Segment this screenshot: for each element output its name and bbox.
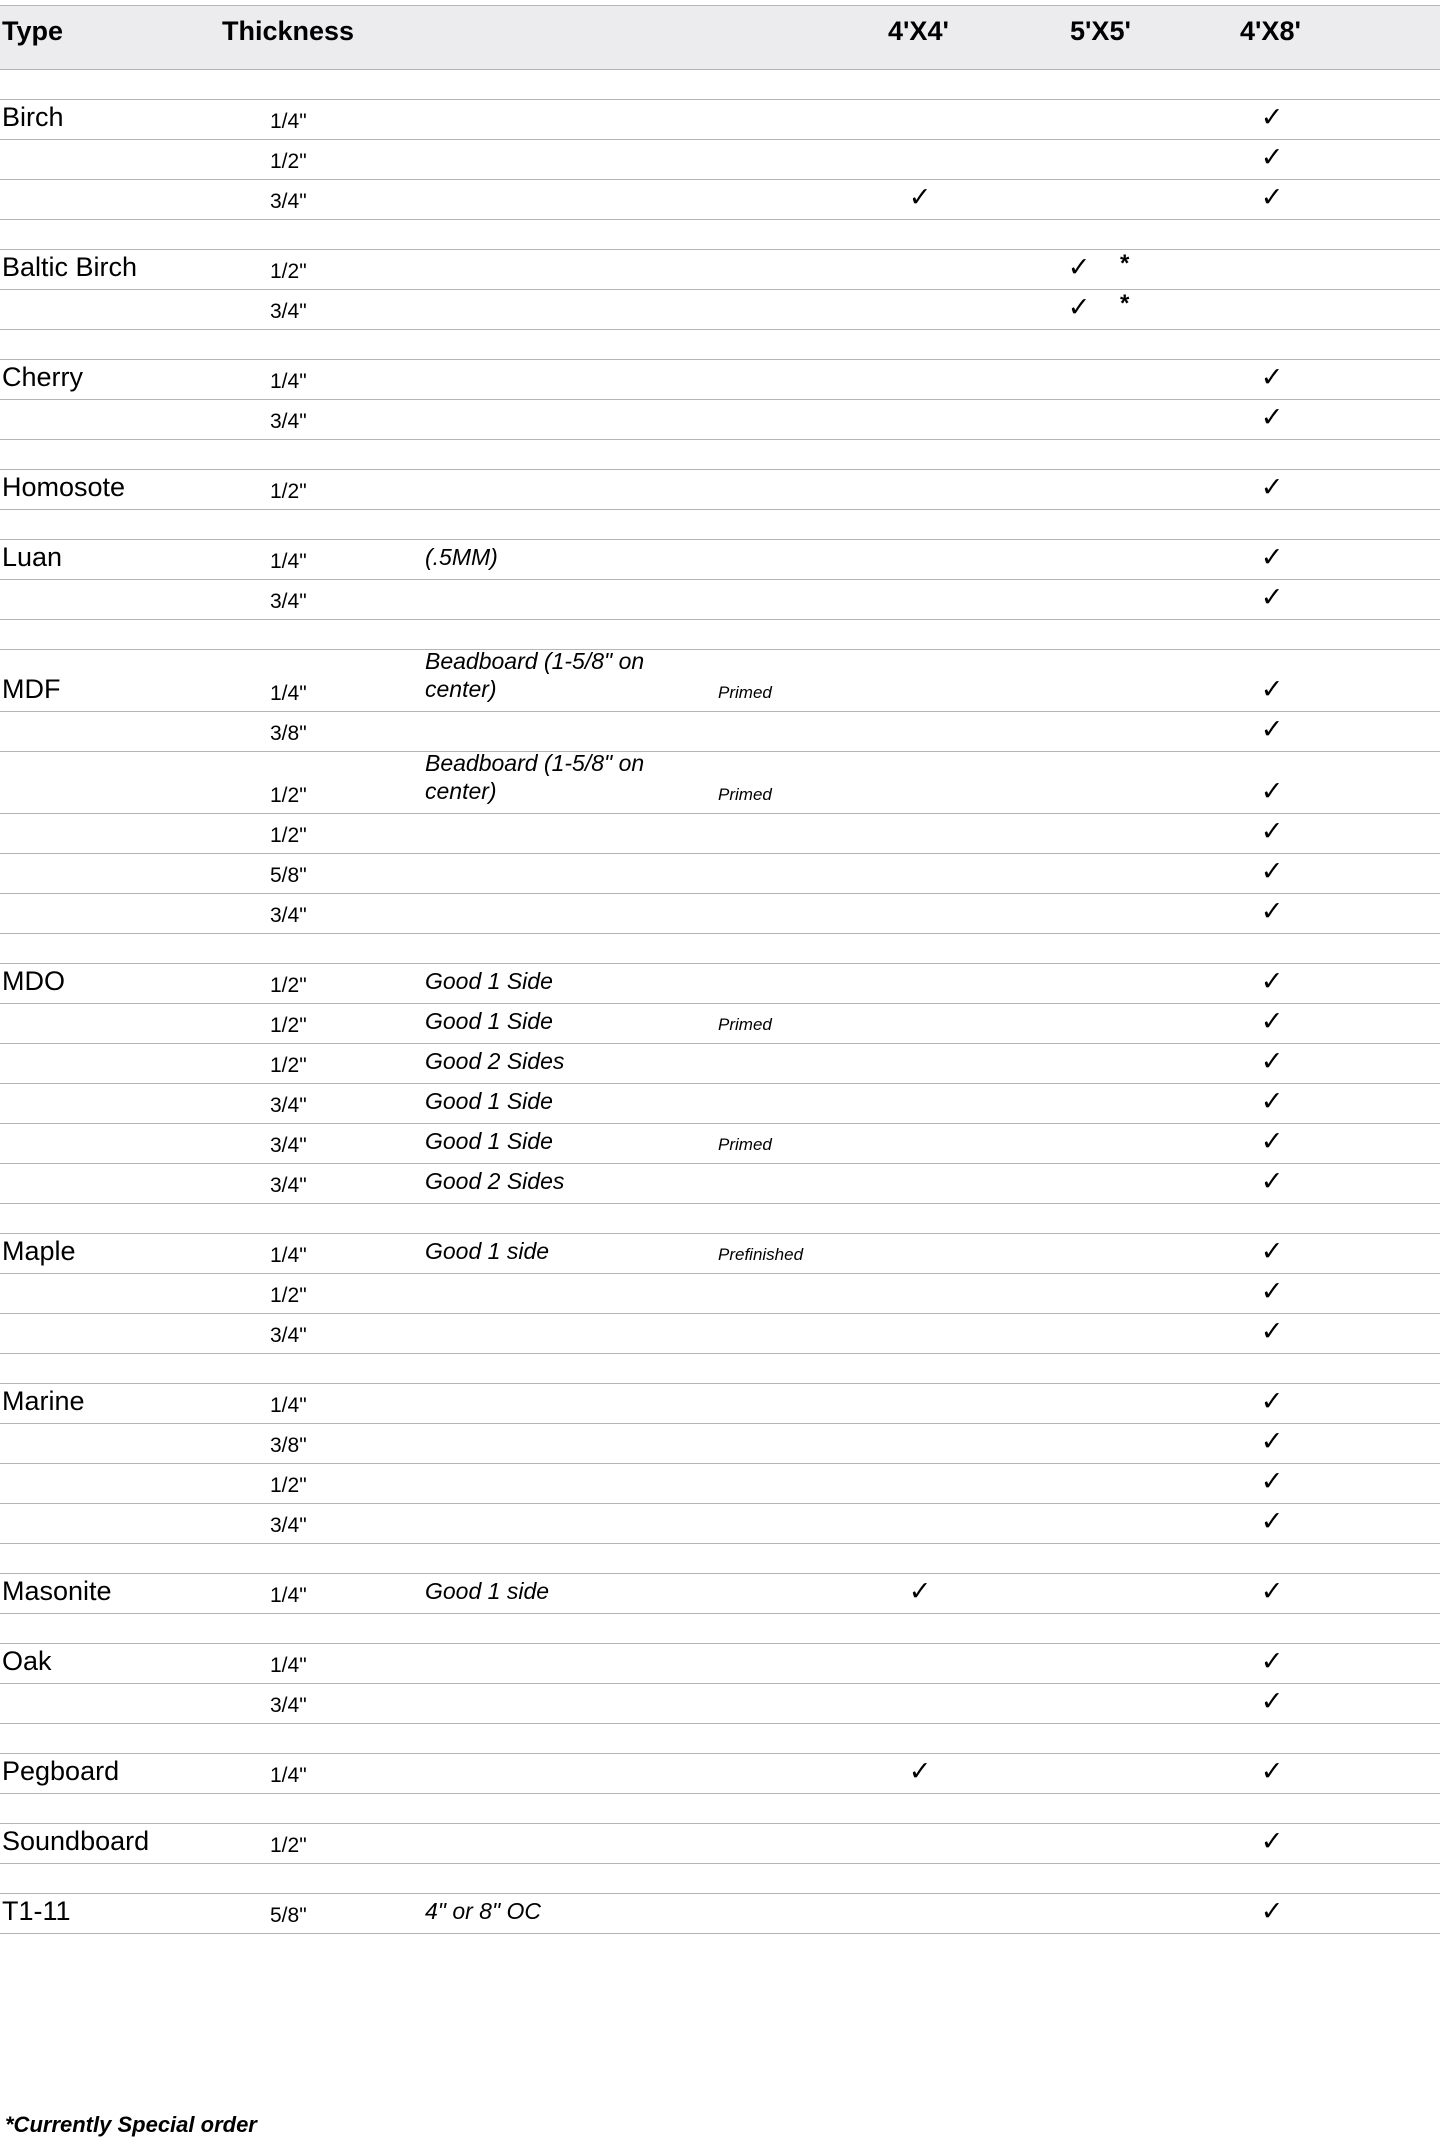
check-icon: ✓	[1260, 776, 1284, 806]
thickness-cell: 1/2"	[270, 1014, 307, 1037]
table-row	[0, 964, 1440, 1004]
type-cell: Homosote	[2, 472, 126, 502]
header-size-4x4: 4'X4'	[888, 16, 949, 46]
check-icon: ✓	[1260, 966, 1284, 996]
finish-cell: Primed	[718, 683, 772, 702]
thickness-cell: 1/2"	[270, 1834, 307, 1857]
table-row	[0, 1044, 1440, 1084]
table-row	[0, 752, 1440, 814]
thickness-cell: 1/4"	[270, 370, 307, 393]
thickness-cell: 3/4"	[270, 410, 307, 433]
thickness-cell: 1/4"	[270, 1244, 307, 1267]
check-icon: ✓	[1260, 1236, 1284, 1266]
table-row	[0, 1004, 1440, 1044]
table-row	[0, 712, 1440, 752]
check-icon: ✓	[1260, 1826, 1284, 1856]
spacer-row	[0, 330, 1440, 360]
table-row	[0, 580, 1440, 620]
finish-cell: Primed	[718, 1015, 772, 1034]
table-row	[0, 650, 1440, 712]
thickness-cell: 1/4"	[270, 682, 307, 705]
thickness-cell: 3/4"	[270, 1094, 307, 1117]
table-row	[0, 1464, 1440, 1504]
spacer-row	[0, 510, 1440, 540]
thickness-cell: 3/8"	[270, 1434, 307, 1457]
check-icon: ✓	[1260, 1896, 1284, 1926]
table-row	[0, 140, 1440, 180]
thickness-cell: 1/2"	[270, 1054, 307, 1077]
table-row	[0, 1084, 1440, 1124]
table-row	[0, 400, 1440, 440]
thickness-cell: 1/2"	[270, 824, 307, 847]
spacer-row	[0, 1794, 1440, 1824]
check-icon: ✓	[1067, 292, 1091, 322]
check-icon: ✓	[1260, 1686, 1284, 1716]
type-cell: Soundboard	[2, 1826, 150, 1856]
finish-cell: Primed	[718, 1135, 772, 1154]
header-thickness: Thickness	[222, 16, 355, 46]
thickness-cell: 1/4"	[270, 110, 307, 133]
table-row	[0, 1754, 1440, 1794]
type-cell: MDF	[2, 674, 61, 704]
header-size-5x5: 5'X5'	[1070, 16, 1131, 46]
check-icon: ✓	[1260, 1086, 1284, 1116]
spacer-row	[0, 1204, 1440, 1234]
description-cell: Good 2 Sides	[425, 1168, 565, 1194]
check-icon: ✓	[908, 1576, 932, 1606]
table-row	[0, 290, 1440, 330]
header-type: Type	[2, 16, 64, 46]
type-cell: Pegboard	[2, 1756, 120, 1786]
table-row	[0, 1574, 1440, 1614]
special-order-marker: *	[1120, 290, 1130, 317]
thickness-cell: 3/4"	[270, 1134, 307, 1157]
check-icon: ✓	[908, 1756, 932, 1786]
table-row	[0, 1274, 1440, 1314]
description-cell: Good 1 side	[425, 1238, 550, 1264]
description-cell: Good 1 side	[425, 1578, 550, 1604]
check-icon: ✓	[1260, 542, 1284, 572]
thickness-cell: 3/4"	[270, 300, 307, 323]
type-cell: MDO	[2, 966, 65, 996]
thickness-cell: 1/4"	[270, 1764, 307, 1787]
check-icon: ✓	[1260, 856, 1284, 886]
check-icon: ✓	[1260, 182, 1284, 212]
finish-cell: Prefinished	[718, 1245, 804, 1264]
check-icon: ✓	[1260, 1126, 1284, 1156]
check-icon: ✓	[1260, 1276, 1284, 1306]
type-cell: Masonite	[2, 1576, 112, 1606]
table-row	[0, 180, 1440, 220]
spacer-row	[0, 1864, 1440, 1894]
table-header	[0, 5, 1440, 70]
check-icon: ✓	[1260, 102, 1284, 132]
check-icon: ✓	[908, 182, 932, 212]
spacer-row	[0, 1614, 1440, 1644]
check-icon: ✓	[1260, 362, 1284, 392]
thickness-cell: 1/2"	[270, 784, 307, 807]
spacer-row	[0, 220, 1440, 250]
footnote: *Currently Special order	[5, 2112, 257, 2137]
type-cell: Cherry	[2, 362, 84, 392]
special-order-marker: *	[1120, 250, 1130, 277]
thickness-cell: 3/8"	[270, 722, 307, 745]
thickness-cell: 1/2"	[270, 260, 307, 283]
thickness-cell: 1/4"	[270, 1394, 307, 1417]
description-cell: Good 2 Sides	[425, 1048, 565, 1074]
thickness-cell: 1/2"	[270, 1284, 307, 1307]
check-icon: ✓	[1260, 1646, 1284, 1676]
spacer-row	[0, 70, 1440, 100]
type-cell: Marine	[2, 1386, 85, 1416]
check-icon: ✓	[1260, 1576, 1284, 1606]
table-row	[0, 1424, 1440, 1464]
check-icon: ✓	[1260, 896, 1284, 926]
check-icon: ✓	[1260, 1426, 1284, 1456]
type-cell: T1-11	[2, 1896, 71, 1926]
table-row	[0, 1894, 1440, 1934]
spacer-row	[0, 934, 1440, 964]
check-icon: ✓	[1260, 1386, 1284, 1416]
check-icon: ✓	[1260, 142, 1284, 172]
description-cell: Good 1 Side	[425, 1128, 553, 1154]
check-icon: ✓	[1067, 252, 1091, 282]
description-cell: Good 1 Side	[425, 1008, 553, 1034]
table-row	[0, 854, 1440, 894]
description-cell: (.5MM)	[425, 544, 498, 570]
spacer-row	[0, 1544, 1440, 1574]
finish-cell: Primed	[718, 785, 772, 804]
check-icon: ✓	[1260, 816, 1284, 846]
type-cell: Oak	[2, 1646, 52, 1676]
table-row	[0, 1164, 1440, 1204]
thickness-cell: 1/2"	[270, 480, 307, 503]
check-icon: ✓	[1260, 1316, 1284, 1346]
description-cell: 4" or 8" OC	[425, 1898, 542, 1924]
table-row	[0, 1644, 1440, 1684]
thickness-cell: 3/4"	[270, 1694, 307, 1717]
table-row	[0, 250, 1440, 290]
spacer-row	[0, 1724, 1440, 1754]
spacer-row	[0, 440, 1440, 470]
check-icon: ✓	[1260, 402, 1284, 432]
table-row	[0, 540, 1440, 580]
thickness-cell: 3/4"	[270, 590, 307, 613]
table-row	[0, 1824, 1440, 1864]
check-icon: ✓	[1260, 1166, 1284, 1196]
check-icon: ✓	[1260, 674, 1284, 704]
thickness-cell: 3/4"	[270, 1514, 307, 1537]
table-row	[0, 360, 1440, 400]
table-row	[0, 894, 1440, 934]
description-cell: Beadboard (1-5/8" on center)	[425, 750, 645, 804]
thickness-cell: 1/2"	[270, 150, 307, 173]
check-icon: ✓	[1260, 1006, 1284, 1036]
description-cell: Good 1 Side	[425, 968, 553, 994]
table-row	[0, 1684, 1440, 1724]
thickness-cell: 3/4"	[270, 904, 307, 927]
type-cell: Birch	[2, 102, 64, 132]
thickness-cell: 1/2"	[270, 974, 307, 997]
description-cell: Good 1 Side	[425, 1088, 553, 1114]
table-row	[0, 814, 1440, 854]
thickness-cell: 1/2"	[270, 1474, 307, 1497]
type-cell: Luan	[2, 542, 63, 572]
thickness-cell: 3/4"	[270, 190, 307, 213]
thickness-cell: 1/4"	[270, 550, 307, 573]
table-row	[0, 1124, 1440, 1164]
table-row	[0, 1504, 1440, 1544]
check-icon: ✓	[1260, 472, 1284, 502]
description-cell: Beadboard (1-5/8" on center)	[425, 648, 645, 702]
table-row	[0, 1234, 1440, 1274]
check-icon: ✓	[1260, 714, 1284, 744]
type-cell: Maple	[2, 1236, 76, 1266]
check-icon: ✓	[1260, 1756, 1284, 1786]
thickness-cell: 3/4"	[270, 1324, 307, 1347]
spacer-row	[0, 620, 1440, 650]
check-icon: ✓	[1260, 1466, 1284, 1496]
check-icon: ✓	[1260, 1046, 1284, 1076]
thickness-cell: 1/4"	[270, 1654, 307, 1677]
header-size-4x8: 4'X8'	[1240, 16, 1301, 46]
table-row	[0, 1314, 1440, 1354]
table-row	[0, 470, 1440, 510]
check-icon: ✓	[1260, 582, 1284, 612]
thickness-cell: 3/4"	[270, 1174, 307, 1197]
thickness-cell: 5/8"	[270, 1904, 307, 1927]
spacer-row	[0, 1354, 1440, 1384]
table-row	[0, 1384, 1440, 1424]
thickness-cell: 5/8"	[270, 864, 307, 887]
plywood-table-body	[0, 70, 1440, 1934]
check-icon: ✓	[1260, 1506, 1284, 1536]
thickness-cell: 1/4"	[270, 1584, 307, 1607]
type-cell: Baltic Birch	[2, 252, 138, 282]
table-row	[0, 100, 1440, 140]
